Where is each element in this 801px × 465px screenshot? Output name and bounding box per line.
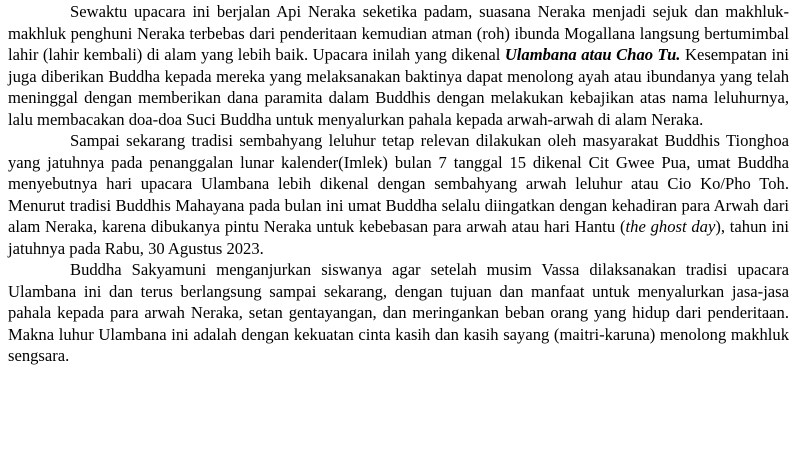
- paragraph-ulambana-origin: [8, 1, 789, 130]
- paragraph-ancestor-tradition: [8, 130, 789, 259]
- paragraph-1-text-end: Kesempatan ini juga diberikan Buddha kepada mereka yang melaksanakan baktinya dapat menolong ayah atau ibundanya yang telah meninggal dengan memberikan dana paramita dalam Buddhis dengan melakukan kebajikan atas nama leluhurnya, lalu membacakan doa-doa Suci Buddha untuk menyalurkan pahala kepada arwah-arwah di alam Neraka.: [8, 45, 790, 129]
- ulambana-term: Ulambana atau Chao Tu.: [504, 45, 681, 64]
- paragraph-2-text-end: ), tahun ini jatuhnya pada Rabu, 30 Agustus 2023.: [8, 217, 789, 258]
- ghost-day-term: the ghost day: [625, 217, 716, 236]
- paragraph-1-text-start: Sewaktu upacara ini berjalan Api Neraka seketika padam, suasana Neraka menjadi sejuk dan makhluk-makhluk penghuni Neraka terbebas dari penderitaan kemudian atman (roh) ibunda Mogallana langsung bertumimbal lahir (lahir kembali) di alam yang lebih baik. Upacara inilah yang dikenal: [8, 2, 789, 64]
- paragraph-ulambana-purpose: Buddha Sakyamuni menganjurkan siswanya agar setelah musim Vassa dilaksanakan tradisi upacara Ulambana ini dan terus berlangsung sampai sekarang, dengan tujuan dan manfaat untuk menyalurkan jasa-jasa pahala kepada para arwah Neraka, setan gentayangan, dan meringankan beban orang yang hidup dari penderitaan. Makna luhur Ulambana ini adalah dengan kekuatan cinta kasih dan kasih sayang (maitri-karuna) menolong makhluk sengsara.: [8, 260, 789, 365]
- paragraph-2-text-start: Sampai sekarang tradisi sembahyang leluhur tetap relevan dilakukan oleh masyarakat Buddhis Tionghoa yang jatuhnya pada penanggalan lunar kalender(Imlek) bulan 7 tanggal 15 dikenal Cit Gwee Pua, umat Buddha menyebutnya hari upacara Ulambana lebih dikenal dengan sembahyang arwah leluhur atau Cio Ko/Pho Toh. Menurut tradisi Buddhis Mahayana pada bulan ini umat Buddha selalu diingatkan dengan kehadiran para Arwah dari alam Neraka, karena dibukanya pintu Neraka untuk kebebasan para arwah atau hari Hantu (: [8, 131, 789, 236]
